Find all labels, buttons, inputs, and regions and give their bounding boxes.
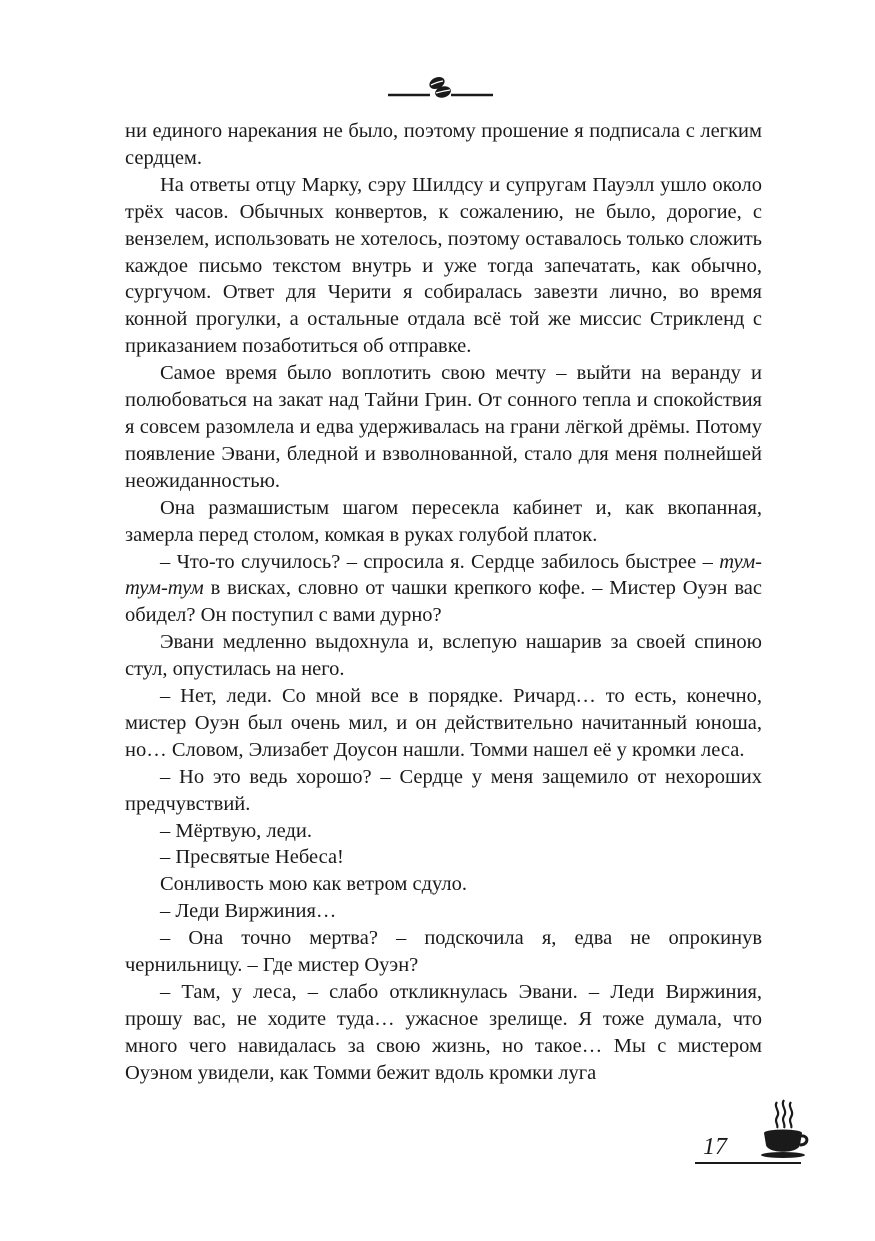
paragraph: – Леди Виржиния… [160,900,337,923]
paragraph: Она размашистым шагом пересекла кабинет и, как вкопанная, замерла перед столом, комкая в руках голубой платок. [125,496,762,546]
italic-onomatopoeia: тум-тум-тум [125,550,762,600]
page-number: 17 [703,1134,727,1160]
coffee-cup-icon [757,1098,809,1164]
dialogue-paragraph [125,549,762,630]
page-text [125,118,762,1087]
paragraph: Эвани медленно выдохнула и, вслепую нашарив за своей спиною стул, опустилась на него. [125,631,762,681]
paragraph: – Нет, леди. Со мной все в порядке. Ричард… то есть, конечно, мистер Оуэн был очень мил, и он действительно начитанный юноша, но… Словом, Элизабет Доусон нашли. Томми нашел её у кромки леса. [125,685,762,761]
paragraph: Сонливость мою как ветром сдуло. [160,873,467,896]
dialogue-text: – Что-то случилось? – спросила я. Сердце забилось быстрее – [160,550,720,573]
continuation-paragraph: ни единого нарекания не было, поэтому прошение я подписала с легким сердцем. [125,120,762,169]
dialogue-text: в висках, словно от чашки крепкого кофе. – Мистер Оуэн вас обидел? Он поступил с вами дурно? [125,577,762,627]
paragraph: На ответы отцу Марку, сэру Шилдсу и супругам Пауэлл ушло около трёх часов. Обычных конвертов, к сожалению, не было, дорогие, с вензелем, использовать не хотелось, поэтому оставалось только сложить каждое письмо текстом внутрь и уже тогда запечатать, как обычно, сургучом. Ответ для Черити я собиралась завезти лично, во время конной прогулки, а остальные отдала всё той же миссис Стрикленд с приказанием позаботиться об отправке. [125,173,762,358]
paragraph: – Мёртвую, леди. [160,819,313,842]
coffee-bean-divider-icon [385,72,495,102]
page-footer [695,1098,815,1168]
paragraph: – Там, у леса, – слабо откликнулась Эвани. – Леди Виржиния, прошу вас, не ходите туда… ужасное зрелище. Я тоже думала, что много чего навидалась за свою жизнь, но такое… Мы с мистером Оуэном увидели, как Томми бежит вдоль кромки луга [125,981,762,1084]
paragraph: Самое время было воплотить свою мечту – выйти на веранду и полюбоваться на закат над Тайни Грин. От сонного тепла и спокойствия я совсем разомлела и едва удерживалась на грани лёгкой дрёмы. Потому появление Эвани, бледной и взволнованной, стало для меня полнейшей неожиданностью. [125,362,762,492]
paragraph: – Но это ведь хорошо? – Сердце у меня защемило от нехороших предчувствий. [125,765,762,815]
paragraph: – Она точно мертва? – подскочила я, едва не опрокинув чернильницу. – Где мистер Оуэн? [125,927,762,977]
paragraph: – Пресвятые Небеса! [160,846,344,869]
